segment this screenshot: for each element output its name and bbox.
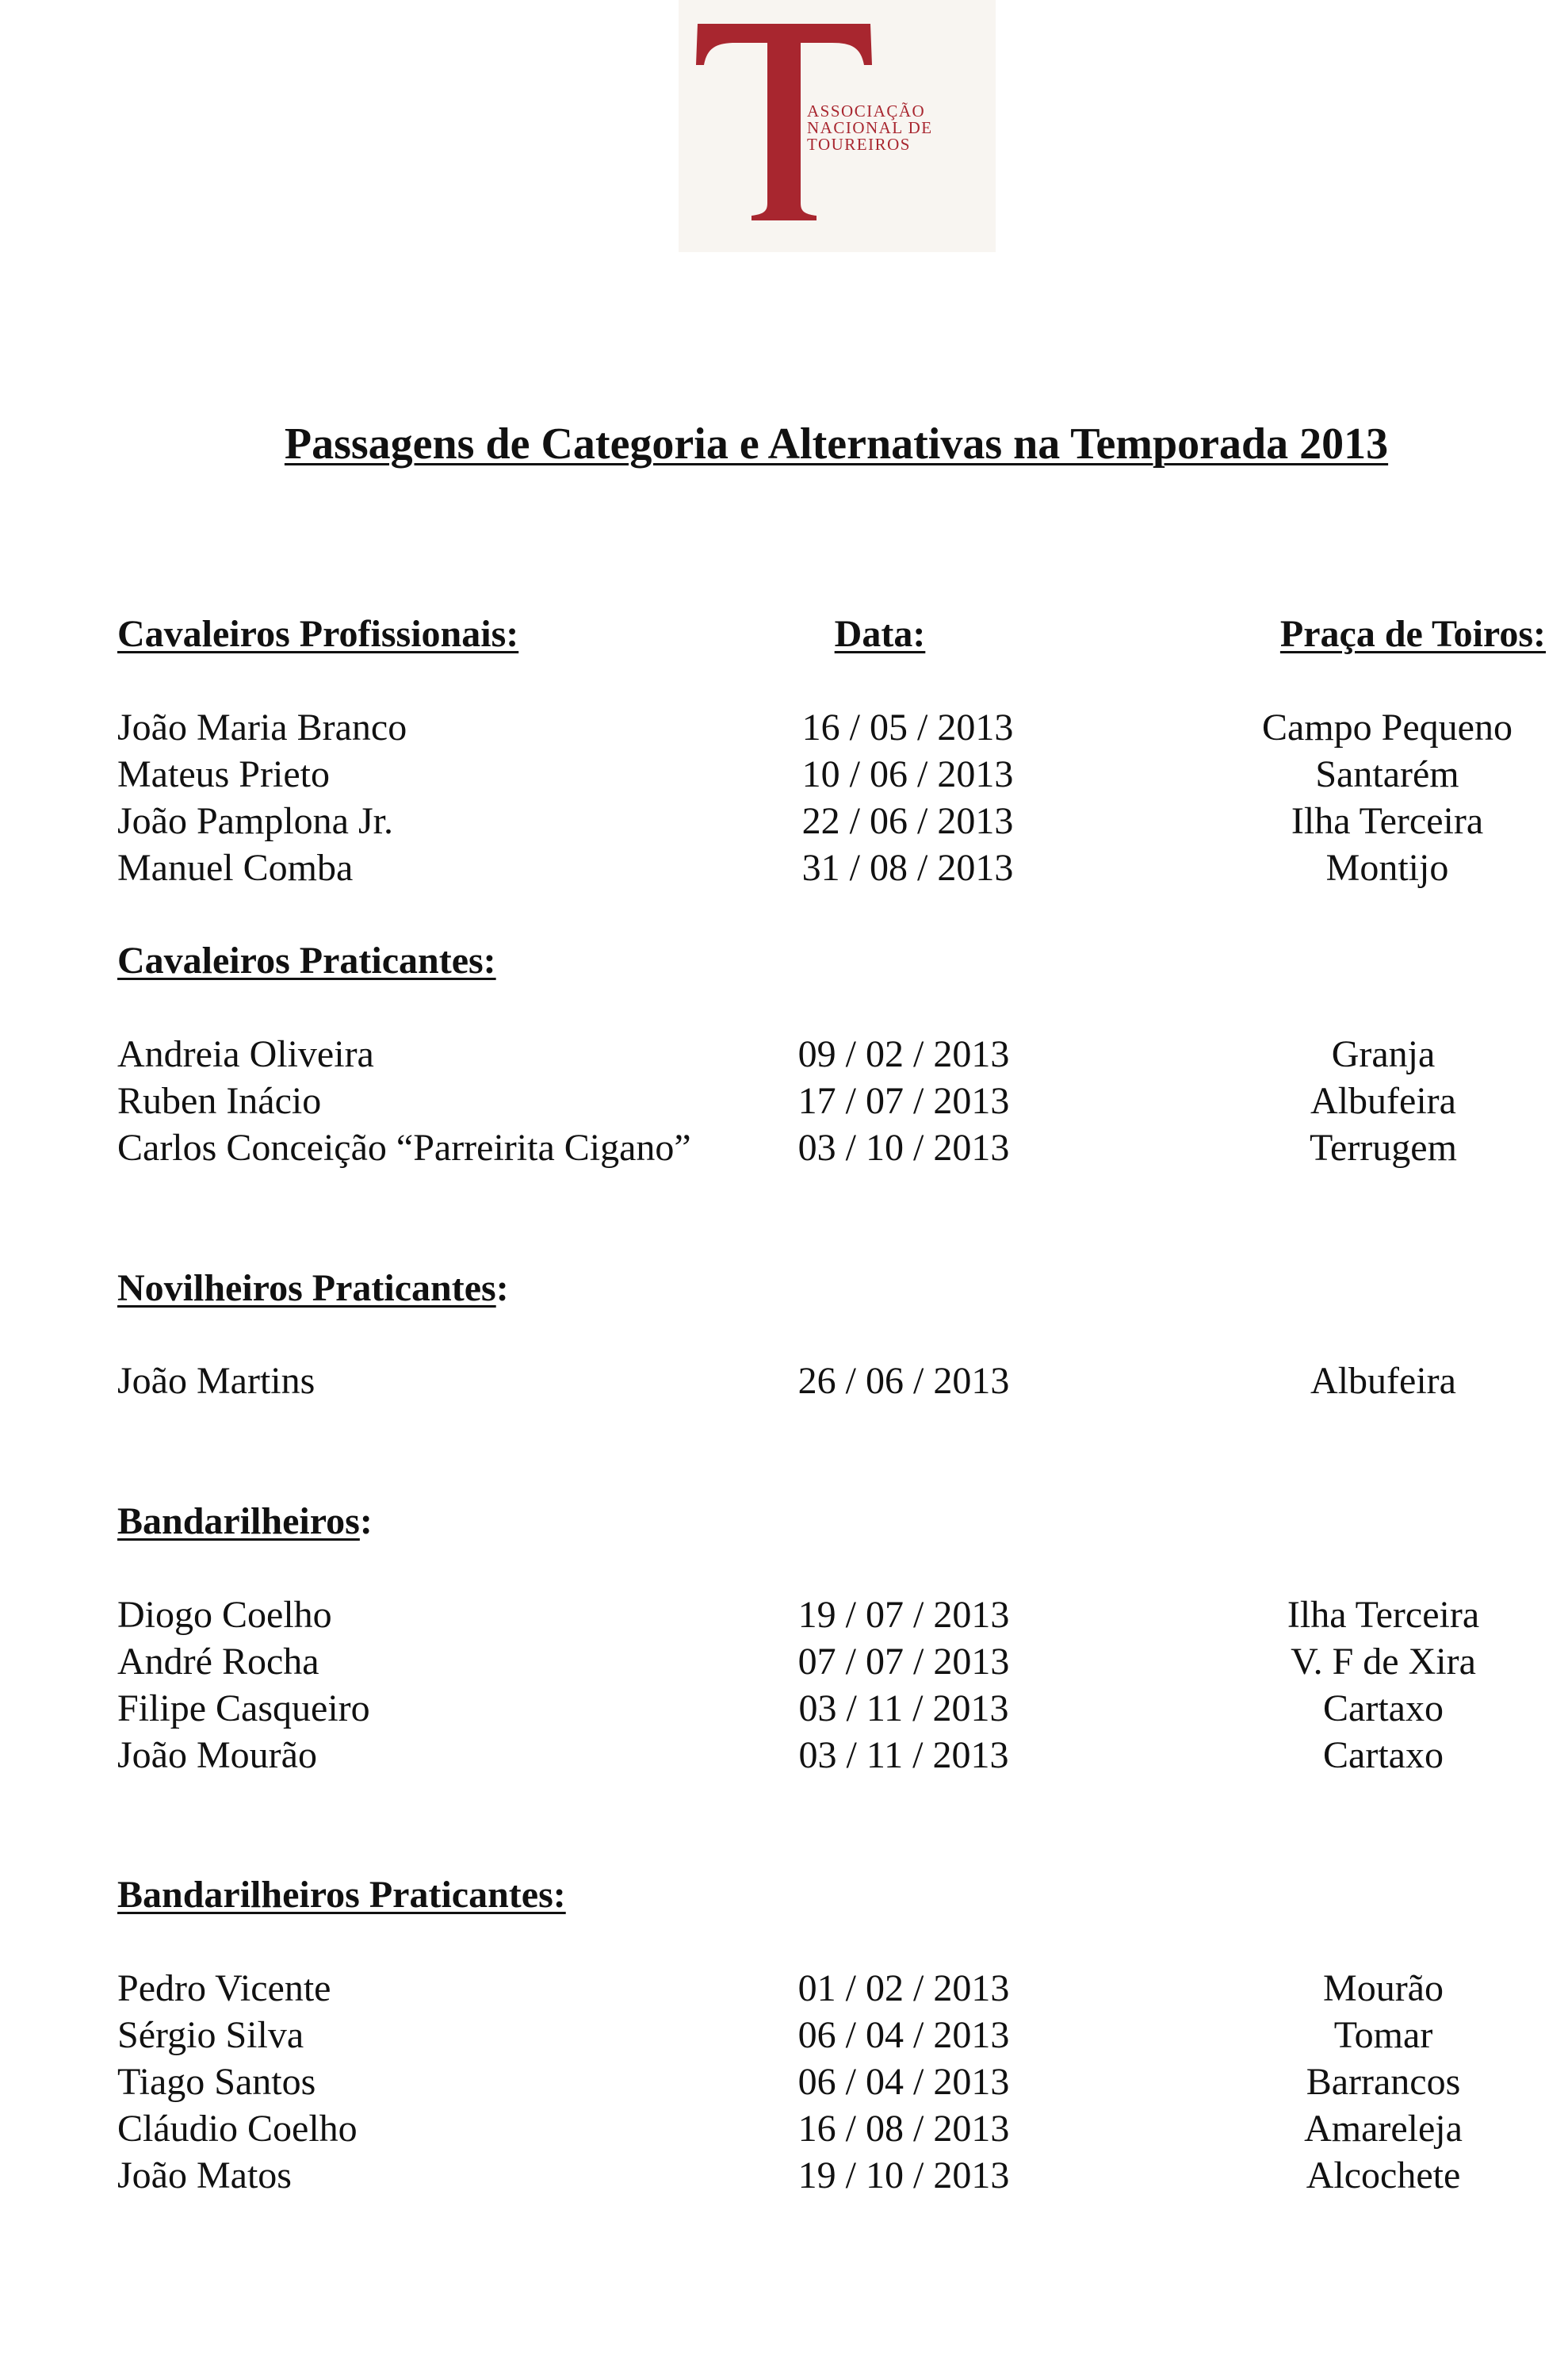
- column-header-date: [824, 611, 935, 658]
- logo-line-2: NACIONAL DE: [807, 118, 933, 137]
- row-place: Santarém: [1315, 753, 1459, 795]
- row-date: 19 / 07 / 2013: [797, 1594, 1010, 1636]
- row-name: Mateus Prieto: [117, 753, 330, 795]
- row-place: Tomar: [1333, 2014, 1433, 2056]
- row-place: Mourão: [1323, 1967, 1444, 2009]
- row-place: Cartaxo: [1323, 1687, 1444, 1729]
- section-heading-colon: :: [495, 1267, 509, 1309]
- row-date: 16 / 08 / 2013: [797, 2108, 1010, 2150]
- row-name: Ruben Inácio: [117, 1080, 322, 1122]
- row-date: 06 / 04 / 2013: [797, 2061, 1010, 2103]
- logo-line-1: ASSOCIAÇÃO: [807, 101, 926, 121]
- row-name: Diogo Coelho: [117, 1594, 332, 1636]
- row-date: 19 / 10 / 2013: [797, 2154, 1010, 2196]
- row-name: João Martins: [117, 1360, 316, 1402]
- section-heading-cavaleiros-praticantes: Cavaleiros Praticantes:: [117, 940, 496, 982]
- row-place: Terrugem: [1310, 1127, 1457, 1169]
- row-name: João Maria Branco: [117, 707, 407, 749]
- row-name: Pedro Vicente: [117, 1967, 331, 2009]
- row-date: 16 / 05 / 2013: [801, 707, 1014, 749]
- row-name: André Rocha: [117, 1641, 319, 1683]
- row-place: Ilha Terceira: [1287, 1594, 1480, 1636]
- row-place: Alcochete: [1306, 2154, 1461, 2196]
- row-name: Filipe Casqueiro: [117, 1687, 370, 1729]
- row-name: João Mourão: [117, 1734, 317, 1776]
- row-place: Albufeira: [1310, 1360, 1456, 1402]
- page-title-text: Passagens de Categoria e Alternativas na Temporada 2013: [284, 419, 1389, 469]
- row-name: Andreia Oliveira: [117, 1033, 374, 1075]
- row-place: V. F de Xira: [1291, 1641, 1476, 1683]
- row-date: 26 / 06 / 2013: [797, 1360, 1010, 1402]
- row-date: 09 / 02 / 2013: [797, 1033, 1010, 1075]
- row-date: 22 / 06 / 2013: [801, 800, 1014, 842]
- row-date: 07 / 07 / 2013: [797, 1641, 1010, 1683]
- row-date: 01 / 02 / 2013: [797, 1967, 1010, 2009]
- row-name: Tiago Santos: [117, 2061, 316, 2103]
- section-heading-text: Novilheiros Praticantes: [117, 1267, 496, 1309]
- row-date: 06 / 04 / 2013: [797, 2014, 1010, 2056]
- row-name: João Matos: [117, 2154, 292, 2196]
- section-heading-colon: :: [359, 1500, 373, 1542]
- row-place: Barrancos: [1306, 2061, 1461, 2103]
- section-heading-bandarilheiros-praticantes: Bandarilheiros Praticantes:: [117, 1874, 566, 1916]
- row-date: 03 / 11 / 2013: [798, 1734, 1009, 1776]
- section-heading-novilheiros-praticantes: [117, 1265, 509, 1312]
- column-header-date-text: Data:: [834, 613, 926, 655]
- column-header-place-text: Praça de Toiros:: [1279, 613, 1546, 655]
- row-name: Sérgio Silva: [117, 2014, 304, 2056]
- row-date: 03 / 11 / 2013: [798, 1687, 1009, 1729]
- row-name: Carlos Conceição “Parreirita Cigano”: [117, 1127, 691, 1169]
- section-heading-bandarilheiros: [117, 1498, 373, 1545]
- row-place: Granja: [1331, 1033, 1436, 1075]
- row-date: 17 / 07 / 2013: [797, 1080, 1010, 1122]
- row-place: Cartaxo: [1323, 1734, 1444, 1776]
- association-logo: [679, 0, 996, 252]
- row-name: João Pamplona Jr.: [117, 800, 393, 842]
- row-place: Albufeira: [1310, 1080, 1456, 1122]
- section-heading-cavaleiros-profissionais: Cavaleiros Profissionais:: [117, 613, 519, 655]
- page-title: [0, 416, 1568, 473]
- row-place: Ilha Terceira: [1291, 800, 1484, 842]
- row-place: Amareleja: [1304, 2108, 1463, 2150]
- logo-wordmark: [807, 103, 933, 153]
- row-date: 31 / 08 / 2013: [801, 847, 1014, 889]
- row-date: 03 / 10 / 2013: [797, 1127, 1010, 1169]
- row-name: Cláudio Coelho: [117, 2108, 358, 2150]
- row-date: 10 / 06 / 2013: [801, 753, 1014, 795]
- row-place: Campo Pequeno: [1262, 707, 1513, 749]
- row-place: Montijo: [1325, 847, 1449, 889]
- logo-line-3: TOUREIROS: [807, 135, 911, 154]
- section-heading-text: Bandarilheiros: [117, 1500, 360, 1542]
- column-header-place: [1229, 611, 1546, 658]
- row-name: Manuel Comba: [117, 847, 354, 889]
